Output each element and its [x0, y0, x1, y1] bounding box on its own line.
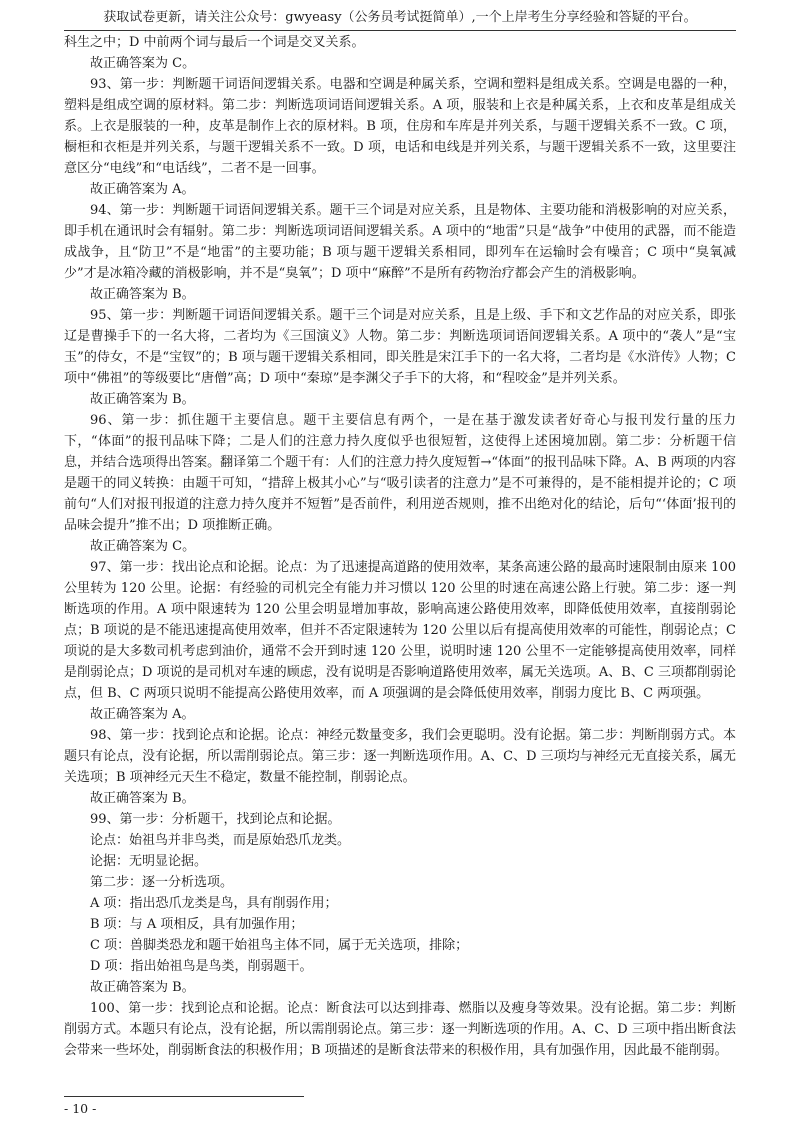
- paragraph: 科生之中；D 中前两个词与最后一个词是交叉关系。: [64, 35, 365, 50]
- page-number: - 10 -: [64, 1101, 97, 1116]
- paragraph: 98、第一步：找到论点和论据。论点：神经元数量变多，我们会更聪明。没有论据。第二步：判断削弱方式。本题只有论点，没有论据，所以需削弱论点。第三步：逐一判断选项作用。A、C、D 三项均与神经元无直接关系，属无关选项；B 项神经元天生不稳定，数量不能控制，削弱论点。: [64, 728, 736, 785]
- document-body: [64, 32, 736, 1061]
- paragraph: 故正确答案为 B。: [90, 791, 195, 806]
- paragraph: 论据：无明显论据。: [90, 854, 208, 869]
- paragraph: 故正确答案为 B。: [90, 287, 195, 302]
- paragraph: 100、第一步：找到论点和论据。论点：断食法可以达到排毒、燃脂以及瘦身等效果。没有论据。第二步：判断削弱方式。本题只有论点，没有论据，所以需削弱论点。第三步：逐一判断选项的作用。A、C、D 三项中指出断食法会带来一些坏处，削弱断食法的积极作用；B 项描述的是断食法带来的积极作用，具有加强作用，因此最不能削弱。: [64, 1001, 736, 1058]
- paragraph: D 项：指出始祖鸟是鸟类，削弱题干。: [90, 959, 313, 974]
- paragraph: C 项：兽脚类恐龙和题干始祖鸟主体不同，属于无关选项，排除；: [90, 938, 469, 953]
- paragraph: 97、第一步：找出论点和论据。论点：为了迅速提高道路的使用效率，某条高速公路的最高时速限制由原来 100 公里转为 120 公里。论据：有经验的司机完全有能力并习惯以 120 公里的时速在高速公路上行驶。第二步：逐一判断选项的作用。A 项中限速转为 120 公里会明显增加事故，影响高速公路使用效率，即降低使用效率，直接削弱论点；B 项说的是不能迅速提高使用效率，但并不否定限速转为 120 公里以后有提高使用效率的可能性，削弱论点；C 项说的是大多数司机考虑到油价，通常不会开到时速 120 公里，说明时速 120 公里不一定能够提高使用效率，同样是削弱论点；D 项说的是司机对车速的顾虑，没有说明是否影响道路使用效率，属无关选项。A、B、C 三项都削弱论点，但 B、C 两项只说明不能提高公路使用效率，而 A 项强调的是会降低使用效率，削弱力度比 B、C 两项强。: [64, 560, 736, 701]
- paragraph: 99、第一步：分析题干，找到论点和论据。: [90, 812, 341, 827]
- paragraph: 论点：始祖鸟并非鸟类，而是原始恐爪龙类。: [90, 833, 351, 848]
- paragraph: 故正确答案为 C。: [90, 56, 196, 71]
- paragraph: 故正确答案为 A。: [90, 707, 195, 722]
- page-header: 获取试卷更新，请关注公众号：gwyeasy（公务员考试挺简单）,一个上岸考生分享经验和答疑的平台。: [64, 8, 736, 31]
- footer-divider: [64, 1096, 304, 1097]
- paragraph: 第二步：逐一分析选项。: [90, 875, 234, 890]
- paragraph: 95、第一步：判断题干词语间逻辑关系。题干三个词是对应关系，且是上级、手下和文艺作品的对应关系，即张辽是曹操手下的一名大将，二者均为《三国演义》人物。第二步：判断选项词语间逻辑关系。A 项中的“袭人”是“宝玉”的侍女，不是“宝钗”的；B 项与题干逻辑关系相同，即关胜是宋江手下的一名大将，二者均是《水浒传》人物；C 项中“佛祖”的等级要比“唐僧”高；D 项中“秦琼”是李渊父子手下的大将，和“程咬金”是并列关系。: [64, 308, 736, 386]
- paragraph: B 项：与 A 项相反，具有加强作用；: [90, 917, 304, 932]
- paragraph: 故正确答案为 C。: [90, 539, 196, 554]
- paragraph: 故正确答案为 A。: [90, 182, 195, 197]
- paragraph: 94、第一步：判断题干词语间逻辑关系。题干三个词是对应关系，且是物体、主要功能和消极影响的对应关系，即手机在通讯时会有辐射。第二步：判断选项词语间逻辑关系。A 项中的“地雷”只是“战争”中使用的武器，而不能造成战争，且“防卫”不是“地雷”的主要功能；B 项与题干逻辑关系相同，即列车在运输时会有噪音；C 项中“臭氧减少”才是冰箱冷藏的消极影响，并不是“臭氧”；D 项中“麻醉”不是所有药物治疗都会产生的消极影响。: [64, 203, 736, 281]
- paragraph: 93、第一步：判断题干词语间逻辑关系。电器和空调是种属关系，空调和塑料是组成关系。空调是电器的一种，塑料是组成空调的原材料。第二步：判断选项词语间逻辑关系。A 项，服装和上衣是种属关系，上衣和皮革是组成关系。上衣是服装的一种，皮革是制作上衣的原材料。B 项，住房和车库是并列关系，与题干逻辑关系不一致。C 项，橱柜和衣柜是并列关系，与题干逻辑关系不一致。D 项，电话和电线是并列关系，与题干逻辑关系不一致，这里要注意区分“电线”和“电话线”，二者不是一回事。: [64, 77, 736, 176]
- paragraph: 故正确答案为 B。: [90, 980, 195, 995]
- paragraph: A 项：指出恐爪龙类是鸟，具有削弱作用；: [90, 896, 338, 911]
- paragraph: 96、第一步：抓住题干主要信息。题干主要信息有两个，一是在基于激发读者好奇心与报刊发行量的压力下，“体面”的报刊品味下降；二是人们的注意力持久度似乎也很短暂，这使得上述困境加剧。第二步：分析题干信息，并结合选项得出答案。翻译第二个题干有：人们的注意力持久度短暂→“体面”的报刊品味下降。A、B 两项的内容是题干的同义转换：由题干可知，“措辞上极其小心”与“吸引读者的注意力”是不可兼得的，是不能相提并论的；C 项前句“人们对报刊报道的注意力持久度并不短暂”是否前件，利用逆否规则，推不出绝对化的结论，后句“‘体面’报刊的品味会提升”推不出；D 项推断正确。: [64, 413, 736, 533]
- paragraph: 故正确答案为 B。: [90, 392, 195, 407]
